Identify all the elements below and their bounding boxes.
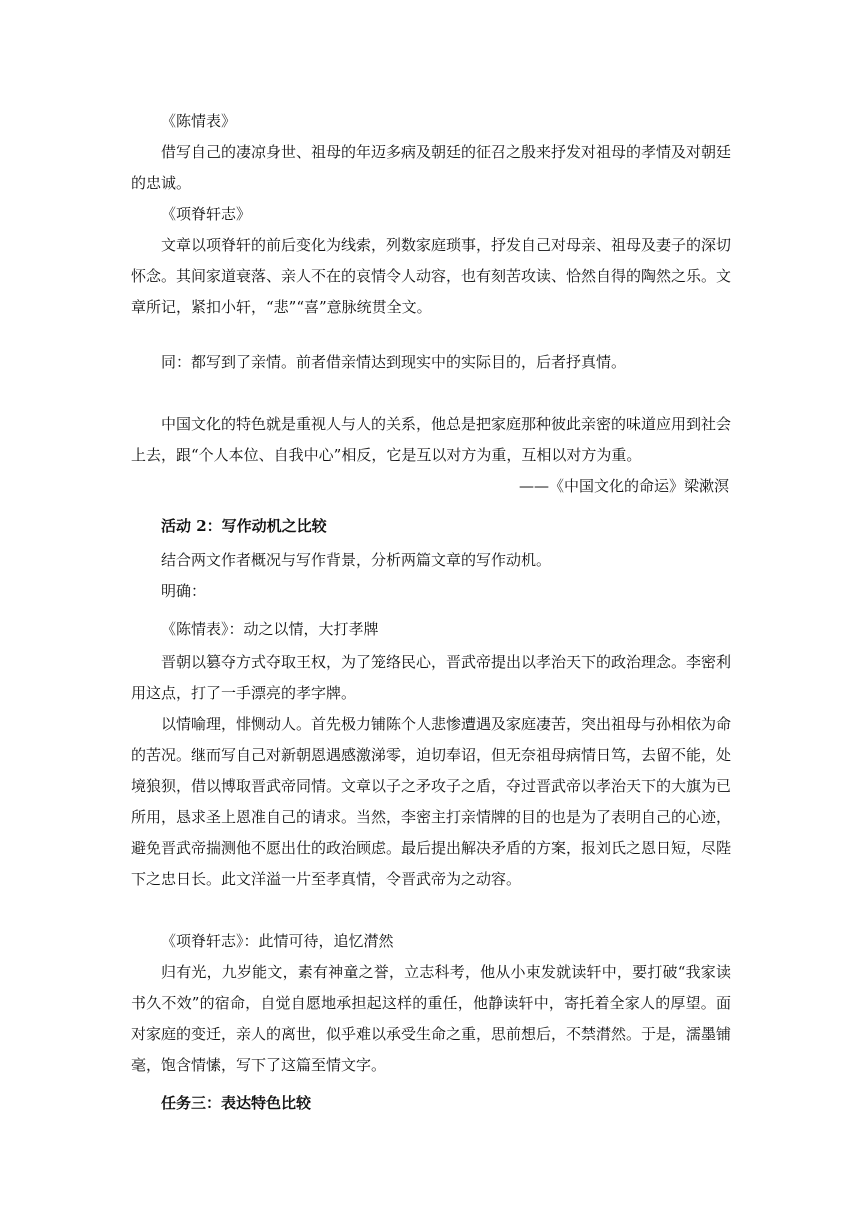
quote-source: ——《中国文化的命运》梁漱溟: [518, 477, 729, 495]
title-xiangjixuanzhi: 《项脊轩志》: [161, 205, 252, 223]
heading-task-3: 任务三：表达特色比较: [161, 1094, 312, 1112]
paragraph-xiangjixuanzhi-summary: 文章以项脊轩的前后变化为线索，列数家庭琐事，抒发自己对母亲、祖母及妻子的深切怀念。其间家道衰落、亲人不在的哀情令人动容，也有刻苦攻读、恰然自得的陶然之乐。文章所记，紧扣小轩，“悲”“喜”意脉统贯全文。: [131, 236, 732, 316]
subtitle-chenqingbiao-motive: 《陈情表》：动之以情，大打孝牌: [161, 620, 379, 638]
label-mingque: 明确：: [161, 582, 207, 600]
paragraph-task: 结合两文作者概况与写作背景，分析两篇文章的写作动机。: [161, 551, 552, 569]
paragraph-quote: 中国文化的特色就是重视人与人的关系，他总是把家庭那种彼此亲密的味道应用到社会上去，跟“个人本位、自我中心”相反，它是互以对方为重，互相以对方为重。: [131, 415, 732, 464]
title-chenqingbiao: 《陈情表》: [161, 112, 237, 130]
paragraph-emotion-reason: 以情喻理，悱恻动人。首先极力铺陈个人悲惨遭遇及家庭凄苦，突出祖母与孙相依为命的苦况。继而写自己对新朝恩遇感激涕零，迫切奉诏，但无奈祖母病情日笃，去留不能，处境狼狈，借以博取晋武帝同情。文章以子之矛攻子之盾，夺过晋武帝以孝治天下的大旗为已所用，恳求圣上恩准自己的请求。当然，李密主打亲情牌的目的也是为了表明自己的心迹，避免晋武帝揣测他不愿出仕的政治顾虑。最后提出解决矛盾的方案，报刘氏之恩日短，尽陛下之忠日长。此文洋溢一片至孝真情，令晋武帝为之动容。: [131, 715, 732, 888]
paragraph-chenqingbiao-summary: 借写自己的凄凉身世、祖母的年迈多病及朝廷的征召之殷来抒发对祖母的孝情及对朝廷的忠诚。: [131, 143, 732, 192]
paragraph-gui-youguang: 归有光，九岁能文，素有神童之誉，立志科考，他从小束发就读轩中，要打破“我家读书久不效”的宿命，自觉自愿地承担起这样的重任，他静读轩中，寄托着全家人的厚望。面对家庭的变迁，亲人的离世，似乎难以承受生命之重，思前想后，不禁潸然。于是，濡墨铺毫，饱含情愫，写下了这篇至情文字。: [131, 963, 732, 1074]
heading-activity-2: 活动 2：写作动机之比较: [161, 517, 327, 535]
subtitle-xiangjixuanzhi-motive: 《项脊轩志》：此情可待，追忆潸然: [161, 932, 394, 950]
paragraph-similarity: 同：都写到了亲情。前者借亲情达到现实中的实际目的，后者抒真情。: [161, 353, 627, 371]
paragraph-jin-dynasty: 晋朝以篡夺方式夺取王权，为了笼络民心，晋武帝提出以孝治天下的政治理念。李密利用这点，打了一手漂亮的孝字牌。: [131, 653, 732, 702]
